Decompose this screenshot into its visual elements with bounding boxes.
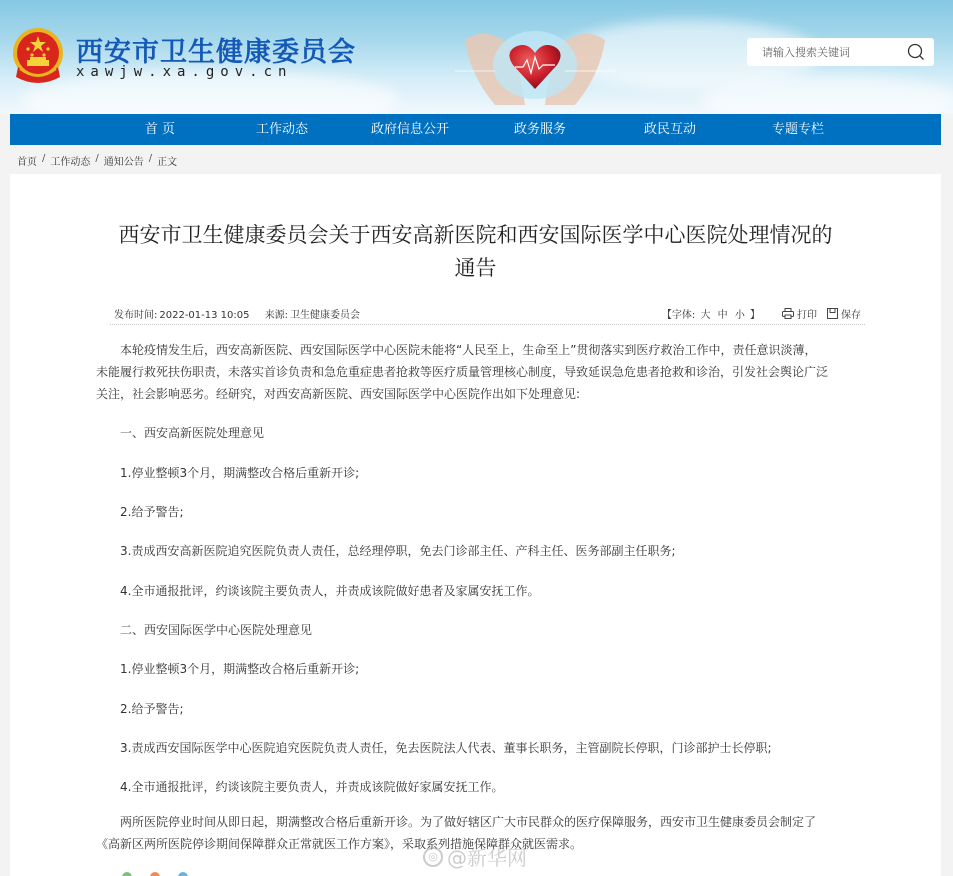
font-size-large[interactable]: 大	[700, 310, 711, 321]
intro-line: 未能履行救死扶伤职责，未落实首诊负责和急危重症患者抢救等医疗质量管理核心制度，导致延误急危患者抢救和诊治，引发社会舆论广泛	[96, 365, 829, 379]
font-size-selector	[662, 306, 760, 321]
site-url: xawjw.xa.gov.cn	[76, 64, 293, 80]
closing-line: 《高新区两所医院停诊期间保障群众正常就医工作方案》，采取系列措施保障群众就医需求。	[96, 837, 583, 851]
site-title: 西安市卫生健康委员会	[76, 37, 356, 68]
breadcrumb-separator: /	[95, 153, 99, 164]
search-input[interactable]	[762, 46, 902, 59]
breadcrumb-current: 正文	[157, 157, 178, 168]
save-label: 保存	[841, 310, 861, 321]
print-button[interactable]	[782, 306, 817, 321]
share-icon-qq[interactable]	[178, 872, 188, 876]
breadcrumb-separator: /	[148, 153, 153, 164]
section1-item: 2.给予警告;	[120, 505, 184, 519]
breadcrumb	[17, 153, 177, 168]
section2-item: 1.停业整顿3个月，期满整改合格后重新开诊;	[120, 662, 360, 676]
meta-tools	[662, 306, 861, 321]
section2-item: 4.全市通报批评，约谈该院主要负责人，并责成该院做好家属安抚工作。	[120, 780, 504, 794]
breadcrumb-separator: /	[42, 153, 46, 164]
publish-time-value: 2022-01-13 10:05	[159, 310, 250, 321]
nav-item-work-news[interactable]: 工作动态	[255, 122, 308, 137]
share-icon-wechat[interactable]	[122, 872, 132, 876]
closing-line: 两所医院停业时间从即日起，期满整改合格后重新开诊。为了做好辖区广大市民群众的医疗保障服务，西安市卫生健康委员会制定了	[120, 815, 817, 829]
source	[265, 310, 360, 321]
search-box	[747, 38, 934, 66]
nav-item-gov-services[interactable]: 政务服务	[513, 122, 566, 137]
source-label: 来源:	[264, 310, 289, 321]
meta-info	[114, 306, 372, 321]
source-value: 卫生健康委员会	[290, 310, 361, 321]
nav-item-gov-info[interactable]: 政府信息公开	[370, 122, 449, 137]
save-button[interactable]	[827, 306, 861, 321]
publish-label: 发布时间:	[114, 310, 158, 321]
section1-item: 3.责成西安高新医院追究医院负责人责任，总经理停职，免去门诊部主任、产科主任、医务部副主任职务;	[120, 544, 676, 558]
section2-heading: 二、西安国际医学中心医院处理意见	[120, 623, 313, 637]
article-title-line1: 西安市卫生健康委员会关于西安高新医院和西安国际医学中心医院处理情况的	[118, 223, 833, 247]
weibo-icon: ◎	[423, 847, 443, 867]
section1-heading: 一、西安高新医院处理意见	[120, 426, 265, 440]
main-nav	[10, 114, 941, 145]
heart-hands-banner-icon	[455, 5, 615, 110]
breadcrumb-home[interactable]: 首页	[17, 157, 37, 168]
article-title-line2: 通告	[454, 256, 497, 280]
section1-item: 4.全市通报批评，约谈该院主要负责人，并责成该院做好患者及家属安抚工作。	[120, 584, 540, 598]
breadcrumb-notices[interactable]: 通知公告	[103, 157, 144, 168]
font-size-small[interactable]: 小	[734, 310, 745, 321]
section2-item: 2.给予警告;	[120, 702, 184, 716]
font-size-bracket: 】	[750, 310, 760, 321]
breadcrumb-work-news[interactable]: 工作动态	[50, 157, 91, 168]
national-emblem-icon	[10, 27, 66, 85]
nav-item-interaction[interactable]: 政民互动	[643, 122, 696, 137]
font-size-label: 【字体:	[661, 310, 696, 321]
nav-item-special-topics[interactable]: 专题专栏	[771, 122, 824, 137]
search-icon[interactable]	[907, 43, 925, 61]
intro-paragraph	[96, 339, 876, 405]
nav-item-home[interactable]: 首 页	[144, 122, 176, 137]
intro-line: 关注，社会影响恶劣。经研究，对西安高新医院、西安国际医学中心医院作出如下处理意见:	[96, 387, 581, 401]
save-icon	[827, 308, 838, 319]
section2-item: 3.责成西安国际医学中心医院追究医院负责人责任，免去医院法人代表、董事长职务，主管副院长停职，门诊部护士长停职;	[120, 741, 772, 755]
printer-icon	[782, 308, 794, 319]
intro-line: 本轮疫情发生后，西安高新医院、西安国际医学中心医院未能将“人民至上，生命至上”贯彻落实到医疗救治工作中，责任意识淡薄，	[120, 343, 817, 357]
article-meta	[110, 303, 865, 325]
section1-item: 1.停业整顿3个月，期满整改合格后重新开诊;	[120, 466, 360, 480]
share-icon-weibo[interactable]	[150, 872, 160, 876]
watermark-text: @新华网	[447, 846, 527, 870]
site-header	[0, 0, 953, 114]
article-title	[70, 219, 881, 285]
font-size-medium[interactable]: 中	[717, 310, 728, 321]
watermark	[423, 842, 527, 871]
print-label: 打印	[797, 310, 817, 321]
publish-time	[114, 310, 250, 321]
article-panel	[10, 174, 941, 876]
